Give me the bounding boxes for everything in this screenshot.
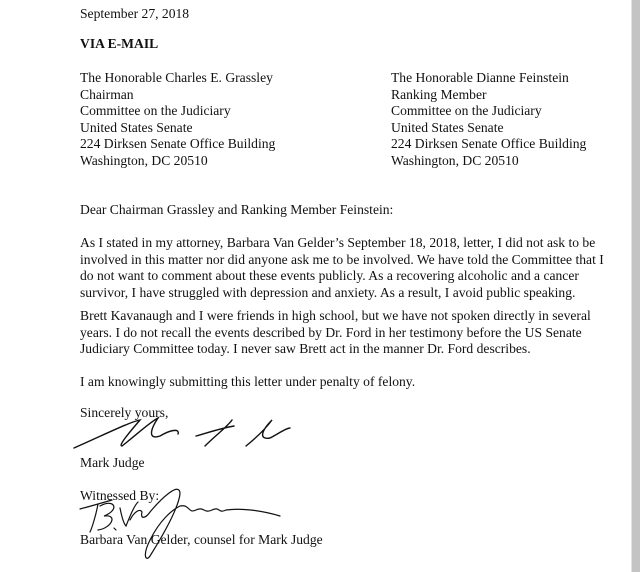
address-line: Washington, DC 20510 bbox=[391, 152, 519, 168]
signer-name: Mark Judge bbox=[80, 455, 145, 470]
address-line: United States Senate bbox=[80, 119, 193, 135]
paragraph-line: involved in this matter nor did anyone ask me to be involved. We have told the Committee that I bbox=[80, 251, 604, 267]
address-line: Committee on the Judiciary bbox=[391, 103, 542, 118]
address-line: 224 Dirksen Senate Office Building bbox=[391, 136, 587, 151]
address-line: 224 Dirksen Senate Office Building bbox=[80, 136, 276, 151]
delivery-method: VIA E-MAIL bbox=[80, 36, 159, 51]
paragraph-line: I am knowingly submitting this letter under penalty of felony. bbox=[80, 374, 416, 389]
address-line: Washington, DC 20510 bbox=[80, 152, 208, 168]
address-line: United States Senate bbox=[391, 119, 504, 135]
address-line: The Honorable Charles E. Grassley bbox=[80, 70, 273, 85]
paragraph-line: survivor, I have struggled with depression and anxiety. As a result, I avoid public speaking. bbox=[80, 284, 576, 300]
paragraph-line: do not want to comment about these events publicly. As a recovering alcoholic and a cancer bbox=[80, 268, 579, 283]
address-line: The Honorable Dianne Feinstein bbox=[391, 70, 569, 85]
witness-name: Barbara Van Gelder, counsel for Mark Judge bbox=[80, 532, 323, 547]
witness-label: Witnessed By: bbox=[80, 488, 160, 503]
address-line: Committee on the Judiciary bbox=[80, 103, 231, 118]
scrollbar[interactable] bbox=[631, 0, 640, 572]
closing: Sincerely yours, bbox=[80, 405, 169, 420]
paragraph-line: Judiciary Committee today. I never saw Brett act in the manner Dr. Ford describes. bbox=[80, 341, 531, 356]
paragraph-line: As I stated in my attorney, Barbara Van Gelder’s September 18, 2018, letter, I did not ask to be bbox=[80, 235, 596, 250]
address-line: Ranking Member bbox=[391, 86, 487, 102]
letter-date: September 27, 2018 bbox=[80, 6, 190, 21]
paragraph-line: years. I do not recall the events described by Dr. Ford in her testimony before the US Senate bbox=[80, 324, 582, 340]
salutation: Dear Chairman Grassley and Ranking Member Feinstein: bbox=[80, 202, 394, 217]
address-line: Chairman bbox=[80, 86, 134, 102]
paragraph-line: Brett Kavanaugh and I were friends in high school, but we have not spoken directly in several bbox=[80, 308, 591, 323]
